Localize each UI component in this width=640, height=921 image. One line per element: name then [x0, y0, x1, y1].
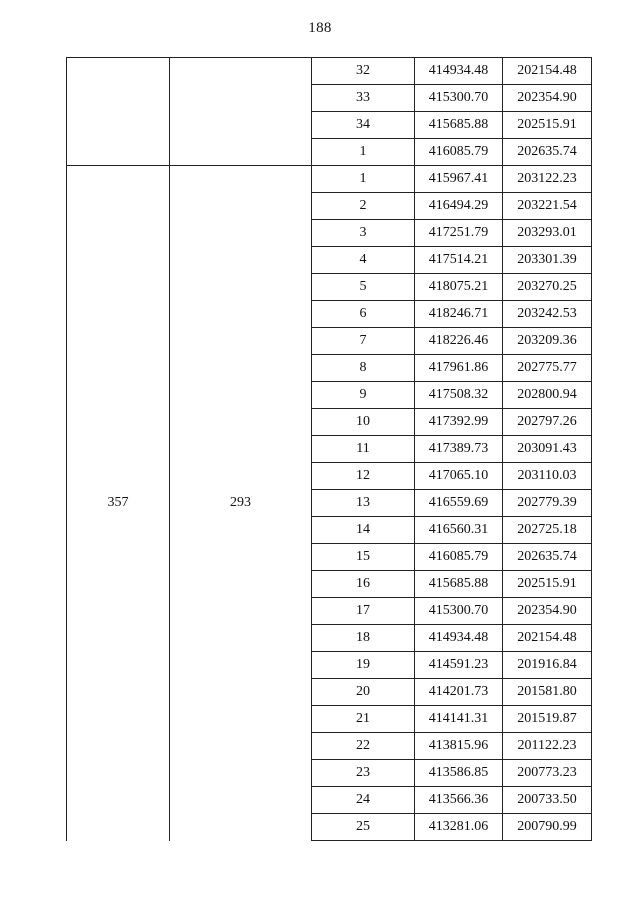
y-coordinate-cell: 202797.26	[503, 409, 592, 436]
y-coordinate-cell: 202800.94	[503, 382, 592, 409]
y-coordinate-cell: 202515.91	[503, 571, 592, 598]
point-number-cell: 14	[312, 517, 415, 544]
x-coordinate-cell: 417508.32	[415, 382, 503, 409]
point-number-cell: 17	[312, 598, 415, 625]
x-coordinate-cell: 413815.96	[415, 733, 503, 760]
parcel-number-cell: 293	[170, 166, 312, 841]
x-coordinate-cell: 415967.41	[415, 166, 503, 193]
y-coordinate-cell: 203091.43	[503, 436, 592, 463]
point-number-cell: 15	[312, 544, 415, 571]
y-coordinate-cell: 203122.23	[503, 166, 592, 193]
point-number-cell: 32	[312, 58, 415, 85]
point-number-cell: 34	[312, 112, 415, 139]
object-number-cell: 357	[67, 166, 170, 841]
x-coordinate-cell: 418226.46	[415, 328, 503, 355]
y-coordinate-cell: 202779.39	[503, 490, 592, 517]
x-coordinate-cell: 413566.36	[415, 787, 503, 814]
point-number-cell: 16	[312, 571, 415, 598]
x-coordinate-cell: 417251.79	[415, 220, 503, 247]
y-coordinate-cell: 203293.01	[503, 220, 592, 247]
x-coordinate-cell: 417392.99	[415, 409, 503, 436]
x-coordinate-cell: 417389.73	[415, 436, 503, 463]
y-coordinate-cell: 203301.39	[503, 247, 592, 274]
y-coordinate-cell: 203110.03	[503, 463, 592, 490]
point-number-cell: 4	[312, 247, 415, 274]
x-coordinate-cell: 418246.71	[415, 301, 503, 328]
table-row	[67, 58, 592, 85]
x-coordinate-cell: 417961.86	[415, 355, 503, 382]
x-coordinate-cell: 414934.48	[415, 625, 503, 652]
point-number-cell: 3	[312, 220, 415, 247]
point-number-cell: 25	[312, 814, 415, 841]
y-coordinate-cell: 202354.90	[503, 85, 592, 112]
point-number-cell: 10	[312, 409, 415, 436]
y-coordinate-cell: 202354.90	[503, 598, 592, 625]
coordinates-table-body	[67, 58, 592, 841]
point-number-cell: 12	[312, 463, 415, 490]
table-row	[67, 166, 592, 193]
point-number-cell: 13	[312, 490, 415, 517]
parcel-number-cell	[170, 58, 312, 166]
y-coordinate-cell: 203242.53	[503, 301, 592, 328]
y-coordinate-cell: 202154.48	[503, 625, 592, 652]
y-coordinate-cell: 203221.54	[503, 193, 592, 220]
point-number-cell: 20	[312, 679, 415, 706]
point-number-cell: 9	[312, 382, 415, 409]
point-number-cell: 19	[312, 652, 415, 679]
x-coordinate-cell: 416494.29	[415, 193, 503, 220]
y-coordinate-cell: 201581.80	[503, 679, 592, 706]
y-coordinate-cell: 202154.48	[503, 58, 592, 85]
x-coordinate-cell: 414934.48	[415, 58, 503, 85]
x-coordinate-cell: 414141.31	[415, 706, 503, 733]
x-coordinate-cell: 416559.69	[415, 490, 503, 517]
x-coordinate-cell: 418075.21	[415, 274, 503, 301]
point-number-cell: 23	[312, 760, 415, 787]
y-coordinate-cell: 202515.91	[503, 112, 592, 139]
y-coordinate-cell: 203270.25	[503, 274, 592, 301]
point-number-cell: 18	[312, 625, 415, 652]
x-coordinate-cell: 413281.06	[415, 814, 503, 841]
y-coordinate-cell: 202635.74	[503, 139, 592, 166]
x-coordinate-cell: 416085.79	[415, 544, 503, 571]
point-number-cell: 1	[312, 139, 415, 166]
object-number-cell	[67, 58, 170, 166]
point-number-cell: 21	[312, 706, 415, 733]
point-number-cell: 7	[312, 328, 415, 355]
point-number-cell: 24	[312, 787, 415, 814]
x-coordinate-cell: 415685.88	[415, 571, 503, 598]
y-coordinate-cell: 201122.23	[503, 733, 592, 760]
x-coordinate-cell: 413586.85	[415, 760, 503, 787]
y-coordinate-cell: 203209.36	[503, 328, 592, 355]
y-coordinate-cell: 202635.74	[503, 544, 592, 571]
x-coordinate-cell: 414201.73	[415, 679, 503, 706]
x-coordinate-cell: 416560.31	[415, 517, 503, 544]
page-number: 188	[308, 20, 332, 36]
x-coordinate-cell: 417514.21	[415, 247, 503, 274]
point-number-cell: 8	[312, 355, 415, 382]
point-number-cell: 1	[312, 166, 415, 193]
y-coordinate-cell: 200790.99	[503, 814, 592, 841]
x-coordinate-cell: 417065.10	[415, 463, 503, 490]
y-coordinate-cell: 201916.84	[503, 652, 592, 679]
point-number-cell: 11	[312, 436, 415, 463]
x-coordinate-cell: 415300.70	[415, 598, 503, 625]
point-number-cell: 33	[312, 85, 415, 112]
x-coordinate-cell: 415300.70	[415, 85, 503, 112]
y-coordinate-cell: 202775.77	[503, 355, 592, 382]
point-number-cell: 2	[312, 193, 415, 220]
point-number-cell: 5	[312, 274, 415, 301]
x-coordinate-cell: 415685.88	[415, 112, 503, 139]
y-coordinate-cell: 201519.87	[503, 706, 592, 733]
y-coordinate-cell: 200773.23	[503, 760, 592, 787]
y-coordinate-cell: 200733.50	[503, 787, 592, 814]
coordinates-table	[66, 57, 592, 841]
y-coordinate-cell: 202725.18	[503, 517, 592, 544]
x-coordinate-cell: 416085.79	[415, 139, 503, 166]
x-coordinate-cell: 414591.23	[415, 652, 503, 679]
point-number-cell: 6	[312, 301, 415, 328]
point-number-cell: 22	[312, 733, 415, 760]
